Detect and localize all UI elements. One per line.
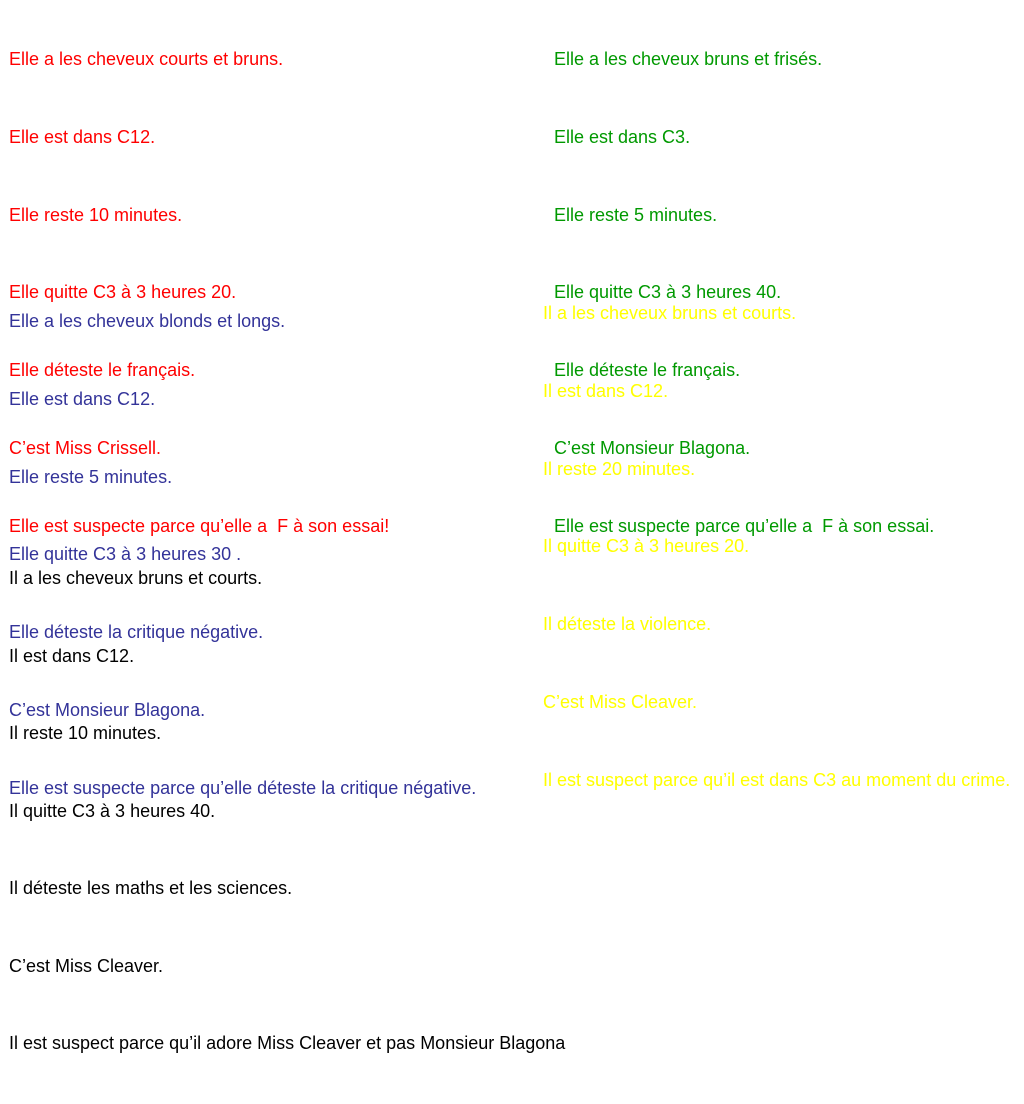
description-line: Elle quitte C3 à 3 heures 30 . [9, 544, 242, 565]
description-line: Elle est suspecte parce qu’elle déteste la critique négative. [9, 777, 477, 798]
description-line: Il a les cheveux bruns et courts. [9, 568, 263, 588]
description-line: Il déteste la violence. [543, 614, 712, 635]
description-line: Elle déteste le français. [554, 360, 741, 381]
description-line: Il reste 20 minutes. [543, 458, 696, 479]
description-line: Il est suspect parce qu’il adore Miss Cleaver et pas Monsieur Blagona [9, 1033, 566, 1053]
description-line: Il quitte C3 à 3 heures 20. [543, 536, 750, 557]
description-line: Elle est dans C12. [9, 126, 156, 147]
description-line: C’est Miss Cleaver. [9, 955, 164, 976]
description-line: C’est Miss Crissell. [9, 438, 162, 459]
description-line: Il a les cheveux bruns et courts. [543, 303, 797, 323]
description-line: Il reste 10 minutes. [9, 723, 162, 743]
description-line: Elle quitte C3 à 3 heures 20. [9, 282, 237, 303]
description-line: C’est Miss Cleaver. [543, 692, 698, 713]
description-line: Elle a les cheveux courts et bruns. [9, 49, 284, 69]
description-line: Il est dans C12. [543, 380, 669, 401]
description-line: Elle est suspecte parce qu’elle a F à son essai. [554, 515, 935, 536]
description-line: Elle reste 5 minutes. [554, 204, 718, 225]
description-line: Elle est suspecte parce qu’elle a F à son essai! [9, 515, 390, 536]
suspect-description-black [9, 519, 565, 1104]
description-line: Elle déteste la critique négative. [9, 622, 264, 643]
description-line: C’est Monsieur Blagona. [9, 700, 206, 721]
description-line: Elle est dans C12. [9, 388, 156, 409]
description-line: Elle reste 10 minutes. [9, 204, 183, 225]
description-line: Elle quitte C3 à 3 heures 40. [554, 282, 782, 303]
description-line: Il quitte C3 à 3 heures 40. [9, 800, 216, 821]
description-line: Il est suspect parce qu’il est dans C3 au moment du crime. [543, 769, 1011, 790]
suspect-description-yellow [543, 254, 1010, 841]
description-line: Elle déteste le français. [9, 360, 196, 381]
description-line: Elle a les cheveux blonds et longs. [9, 311, 286, 331]
description-line: Il déteste les maths et les sciences. [9, 878, 293, 898]
description-line: Elle reste 5 minutes. [9, 466, 173, 487]
description-line: C’est Monsieur Blagona. [554, 438, 751, 459]
description-line: Elle est dans C3. [554, 126, 691, 147]
description-line: Elle a les cheveux bruns et frisés. [554, 49, 823, 69]
description-line: Il est dans C12. [9, 645, 135, 666]
